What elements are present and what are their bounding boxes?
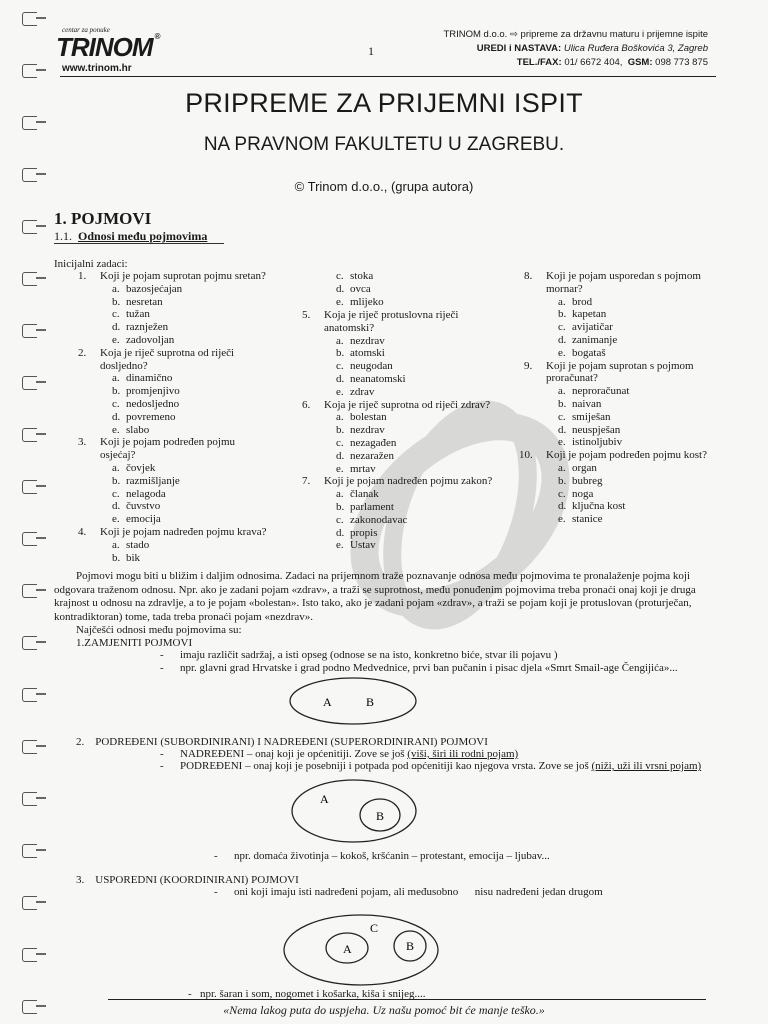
relation-2-dash: -: [214, 850, 218, 862]
question-text: proračunat?: [546, 372, 598, 385]
question-number: 9.: [524, 359, 533, 372]
answer-option-letter: d.: [112, 410, 121, 423]
answer-option: nesretan: [126, 295, 163, 308]
answer-option: propis: [350, 526, 378, 539]
answer-option: nezagađen: [350, 437, 397, 449]
answer-option: avijatičar: [572, 321, 613, 334]
answer-option-letter: a.: [112, 462, 120, 474]
answer-option-letter: d.: [558, 423, 567, 436]
answer-option-letter: a.: [558, 295, 566, 308]
authors-line: © Trinom d.o.o., (grupa autora): [294, 179, 474, 194]
relation-2-dash: -: [160, 760, 164, 772]
binding-ring: [16, 686, 48, 702]
section-heading: 1. POJMOVI: [54, 209, 152, 228]
relations-intro: Najčešći odnosi među pojmovima su:: [76, 624, 242, 636]
answer-option-letter: d.: [336, 449, 345, 462]
answer-option: bik: [126, 551, 141, 564]
relation-1-item-1: imaju različit sadržaj, a isti opseg (odnose se na isto, konkretno biće, stvar ili pojavu ): [180, 649, 558, 661]
subsection-heading: 1.1. Odnosi među pojmovima: [54, 229, 208, 243]
question-text: mornar?: [546, 282, 583, 295]
answer-option-letter: d.: [336, 282, 345, 295]
company-line: TRINOM d.o.o. ⇨ pripreme za državnu maturu i prijemne ispite: [443, 29, 708, 40]
answer-option: zdrav: [350, 385, 375, 398]
answer-option: organ: [572, 462, 597, 474]
answer-option-letter: e.: [336, 539, 344, 552]
answer-option: nezaražen: [350, 449, 394, 462]
answer-option-letter: c.: [558, 321, 566, 334]
relation-2-superordinate: NADREĐENI – onaj koji je općenitiji. Zove se još (viši, širi ili rodni pojam): [180, 748, 519, 760]
answer-option: slabo: [126, 423, 150, 436]
page-subtitle: NA PRAVNOM FAKULTETU U ZAGREBU.: [203, 134, 565, 155]
venn-ellipse-outer: [292, 780, 416, 842]
answer-option-letter: c.: [112, 487, 120, 500]
relation-3-item: oni koji imaju isti nadređeni pojam, ali međusobno nisu nadređeni jedan drugom: [234, 886, 603, 898]
question-text: anatomski?: [324, 321, 375, 334]
binding-ring: [16, 374, 48, 390]
relation-3-dash: -: [188, 988, 192, 1000]
answer-option: smiješan: [572, 410, 611, 423]
answer-option: ključna kost: [572, 500, 626, 513]
answer-option: ovca: [350, 282, 371, 295]
answer-option: bolestan: [350, 411, 387, 424]
answer-option-letter: a.: [112, 282, 120, 295]
answer-option-letter: b.: [558, 308, 567, 321]
answer-option-letter: b.: [336, 424, 345, 437]
question-number: 1.: [78, 270, 87, 282]
question-number: 4.: [78, 526, 87, 538]
answer-option-letter: d.: [558, 500, 567, 513]
header-rule: [60, 76, 716, 77]
answer-option: neuspješan: [572, 423, 621, 436]
answer-option-letter: b.: [112, 551, 121, 564]
answer-option: povremeno: [126, 410, 176, 423]
venn-label: A: [323, 695, 332, 709]
venn-coordinate: [282, 912, 440, 988]
paragraph-line: krajnost u odnosu na zdravlje, a to je pojam «bolestan». Isto tako, ako je zadani pojam «zdrav», a traži se pojam koji je protuslovan (proturječan,: [54, 597, 692, 610]
question-number: 2.: [78, 346, 87, 359]
relation-3-dash: -: [214, 886, 218, 898]
answer-option: istinoljubiv: [572, 436, 623, 449]
answer-option-letter: e.: [112, 334, 120, 346]
venn-subordinate: [290, 778, 418, 844]
answer-option-letter: c.: [336, 513, 344, 526]
binding-ring: [16, 426, 48, 442]
answer-option-letter: c.: [336, 437, 344, 449]
answer-option-letter: a.: [336, 334, 344, 347]
answer-option-letter: b.: [112, 295, 121, 308]
binding-ring: [16, 790, 48, 806]
answer-option-letter: e.: [336, 462, 344, 475]
spiral-binding: [16, 6, 56, 1016]
answer-option-letter: a.: [112, 372, 120, 385]
answer-option: bogataš: [572, 346, 606, 359]
question-text: Koji je pojam podređen pojmu: [100, 436, 236, 449]
venn-ellipse-outer: [284, 915, 438, 985]
answer-option-letter: d.: [558, 334, 567, 346]
answer-option-letter: c.: [336, 360, 344, 373]
answer-option-letter: c.: [112, 398, 120, 410]
answer-option: parlament: [350, 501, 394, 513]
answer-option: zadovoljan: [126, 334, 175, 346]
answer-option-letter: e.: [112, 513, 120, 526]
binding-ring: [16, 478, 48, 494]
answer-option-letter: c.: [336, 270, 344, 282]
answer-option-letter: b.: [112, 474, 121, 487]
answer-option-letter: e.: [336, 295, 344, 308]
answer-option-letter: d.: [336, 373, 345, 385]
relation-2-dash: -: [160, 748, 164, 760]
answer-option-letter: e.: [112, 423, 120, 436]
question-text: Koja je riječ suprotna od riječi: [100, 346, 235, 359]
question-text: Koji je pojam nadređen pojmu zakon?: [324, 475, 493, 488]
footer-rule: [108, 999, 706, 1000]
answer-option: dinamično: [126, 372, 173, 385]
binding-ring: [16, 894, 48, 910]
question-number: 7.: [302, 475, 311, 488]
venn-label: B: [366, 695, 375, 709]
relation-2-example: npr. domaća životinja – kokoš, kršćanin – protestant, emocija – ljubav...: [234, 850, 550, 862]
address-line: UREDI i NASTAVA: Ulica Ruđera Boškovića 3, Zagreb: [476, 43, 708, 54]
relation-1-item-2: npr. glavni grad Hrvatske i grad podno Medvednice, prvi ban pučanin i pisac djela «Smrt Smail-age Čengijića»...: [180, 662, 678, 674]
answer-option: noga: [572, 487, 594, 500]
answer-option-letter: e.: [558, 436, 566, 449]
page-title: PRIPREME ZA PRIJEMNI ISPIT: [185, 88, 583, 118]
binding-ring: [16, 218, 48, 234]
answer-option-letter: e.: [336, 385, 344, 398]
answer-option: nelagoda: [126, 487, 166, 500]
venn-ellipse: [290, 678, 416, 724]
venn-label: B: [406, 939, 415, 953]
answer-option: neugodan: [350, 360, 393, 373]
answer-option: mlijeko: [350, 295, 384, 308]
relation-2-subordinate: PODREĐENI – onaj koji je posebniji i potpada pod općenitiji kao njegova vrsta. Zove se još (niži, uži ili vrsni pojam): [180, 760, 702, 772]
question-text: Koja je riječ protuslovna riječi: [324, 309, 459, 321]
relation-3-title: 3. USPOREDNI (KOORDINIRANI) POJMOVI: [76, 874, 299, 886]
answer-option-letter: a.: [558, 462, 566, 474]
answer-option-letter: d.: [336, 526, 345, 539]
answer-option: stado: [126, 538, 150, 551]
venn-label: A: [343, 942, 352, 956]
question-text: dosljedno?: [100, 359, 148, 372]
answer-option-letter: a.: [112, 538, 120, 551]
binding-ring: [16, 946, 48, 962]
binding-ring: [16, 322, 48, 338]
answer-option: nedosljedno: [126, 398, 180, 410]
venn-equivalent: [288, 676, 418, 726]
binding-ring: [16, 10, 48, 26]
answer-option: kapetan: [572, 308, 607, 321]
answer-option-letter: b.: [558, 474, 567, 487]
question-text: Koji je pojam usporedan s pojmom: [546, 270, 701, 282]
relation-3-example: npr. šaran i som, nogomet i košarka, kiša i snijeg....: [200, 988, 426, 1000]
answer-option: čuvstvo: [126, 500, 161, 513]
relation-1-title: 1.ZAMJENITI POJMOVI: [76, 637, 193, 649]
relation-1-dash: -: [160, 649, 164, 661]
trinom-logo: TRINOM ®: [56, 32, 160, 62]
binding-ring: [16, 270, 48, 286]
answer-option: bazosjećajan: [126, 282, 183, 295]
question-text: Koja je riječ suprotna od riječi zdrav?: [324, 398, 491, 411]
footer-motto: «Nema lakog puta do uspjeha. Uz našu pomoć bit će manje teško.»: [223, 1003, 545, 1017]
answer-option: bubreg: [572, 474, 603, 487]
answer-option: mrtav: [350, 462, 376, 475]
answer-option-letter: e.: [558, 346, 566, 359]
answer-option: brod: [572, 295, 593, 308]
relation-2-title: 2. PODREĐENI (SUBORDINIRANI) I NADREĐENI (SUPERORDINIRANI) POJMOVI: [76, 736, 488, 748]
answer-option: neanatomski: [350, 373, 406, 385]
answer-option: stoka: [350, 270, 374, 282]
answer-option-letter: c.: [558, 487, 566, 500]
binding-ring: [16, 842, 48, 858]
binding-ring: [16, 582, 48, 598]
explanation-paragraph: [54, 570, 724, 624]
answer-option-letter: a.: [336, 411, 344, 424]
paragraph-line: kontradiktoran) tome, tada treba pronaći pojam «nezdrav».: [54, 610, 314, 623]
answer-option-letter: d.: [112, 500, 121, 513]
binding-ring: [16, 738, 48, 754]
answer-option: zanimanje: [572, 334, 618, 346]
question-text: Koji je pojam nadređen pojmu krava?: [100, 526, 267, 538]
contact-line: TEL./FAX: 01/ 6672 404, GSM: 098 773 875: [516, 57, 708, 68]
question-text: Koji je pojam podređen pojmu kost?: [546, 449, 707, 462]
answer-option: članak: [350, 488, 379, 501]
answer-option: atomski: [350, 347, 385, 360]
venn-label: C: [370, 921, 379, 935]
answer-option: čovjek: [126, 462, 156, 474]
answer-option-letter: b.: [336, 347, 345, 360]
binding-ring: [16, 530, 48, 546]
page-number: 1: [368, 44, 374, 58]
question-number: 8.: [524, 270, 533, 282]
answer-option: nezdrav: [350, 334, 385, 347]
paragraph-line: odgovara traženom odnosu. Npr. ako je zadani pojam «zdrav», a traži se suprotnost, među ponuđenim pojmovima treba pronaći onaj koji je druga: [54, 583, 696, 596]
question-number: 10.: [519, 449, 533, 462]
answer-option: promjenjivo: [126, 385, 180, 398]
answer-option: nezdrav: [350, 424, 385, 437]
answer-option: razmišljanje: [126, 474, 180, 487]
answer-option-letter: c.: [558, 410, 566, 423]
binding-ring: [16, 634, 48, 650]
venn-label: B: [376, 809, 385, 823]
answer-option: tužan: [126, 308, 150, 321]
answer-option: zakonodavac: [350, 513, 408, 526]
answer-option: neproračunat: [572, 385, 630, 398]
question-number: 5.: [302, 309, 311, 321]
answer-option-letter: a.: [558, 385, 566, 398]
answer-option-letter: b.: [558, 398, 567, 410]
logo-url: www.trinom.hr: [62, 63, 132, 74]
answer-option: Ustav: [350, 539, 376, 552]
intro-label: Inicijalni zadaci:: [54, 258, 128, 270]
answer-option: stanice: [572, 513, 603, 526]
question-text: osjećaj?: [100, 449, 136, 462]
question-text: Koji je pojam suprotan pojmu sretan?: [100, 270, 266, 282]
question-number: 3.: [78, 436, 87, 449]
relation-1-dash: -: [160, 662, 164, 674]
answer-option: raznježen: [126, 321, 169, 334]
logo-tagline: centar za ponuke: [62, 26, 110, 34]
answer-option-letter: d.: [112, 321, 121, 334]
answer-option-letter: e.: [558, 513, 566, 526]
binding-ring: [16, 62, 48, 78]
answer-option: naivan: [572, 398, 602, 410]
answer-option-letter: b.: [336, 501, 345, 513]
answer-option: emocija: [126, 513, 161, 526]
answer-option-letter: c.: [112, 308, 120, 321]
subsection-rule: [54, 243, 224, 244]
venn-label: A: [320, 792, 329, 806]
answer-option-letter: b.: [112, 385, 121, 398]
question-text: Koji je pojam suprotan s pojmom: [546, 359, 694, 372]
answer-option-letter: a.: [336, 488, 344, 501]
question-number: 6.: [302, 398, 311, 411]
paragraph-line: Pojmovi mogu biti u bližim i daljim odnosima. Zadaci na prijemnom traže poznavanje odnosa među pojmovima te pronalaženje pojma koji: [76, 570, 691, 582]
